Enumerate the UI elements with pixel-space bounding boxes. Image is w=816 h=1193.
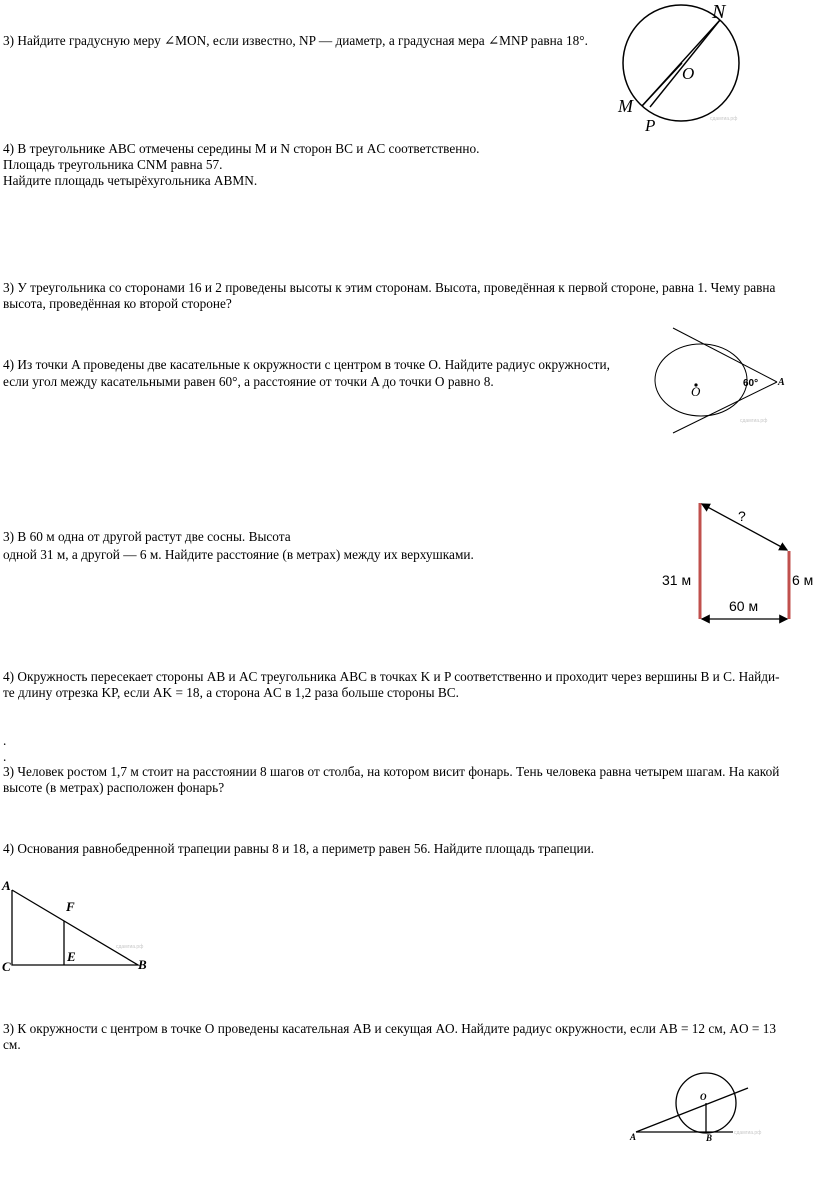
secant-ao	[636, 1088, 748, 1132]
problem-8-text: 4) Основания равнобедренной трапеции равны 8 и 18, а периметр равен 56. Найдите площадь трапеции.	[3, 841, 595, 856]
height-right-label: 6 м	[792, 572, 814, 588]
tangent-ab-figure	[620, 1070, 775, 1158]
label-n: N	[712, 1, 726, 23]
label-f: F	[66, 899, 75, 914]
label-m: M	[618, 96, 633, 116]
watermark: сдамгиа.рф	[740, 418, 768, 424]
label-e: E	[67, 949, 76, 964]
watermark: сдамгиа.рф	[116, 944, 144, 950]
problem-5-line1: 3) В 60 м одна от другой растут две сосны. Высота	[3, 529, 291, 544]
tangent-lower	[673, 382, 777, 433]
label-b: B	[706, 1133, 713, 1143]
watermark: сдамгиа.рф	[734, 1130, 762, 1136]
label-o: O	[682, 64, 695, 83]
problem-7-text: 3) Человек ростом 1,7 м стоит на расстоянии 8 шагов от столба, на котором висит фонарь. Тень человека равна четырем шагам. На какой высоте (в метрах) расположен фонарь?	[3, 764, 780, 795]
height-left-label: 31 м	[662, 572, 692, 588]
problem-4-line1: 4) Из точки A проведены две касательные к окружности с центром в точке O. Найдите радиус окружности,	[3, 357, 610, 372]
circle-outline	[655, 344, 747, 416]
label-p: P	[645, 116, 656, 135]
watermark: сдамгиа.рф	[710, 116, 738, 122]
problem-4-line2: если угол между касательными равен 60°, а расстояние от точки A до точки O равно 8.	[3, 374, 494, 389]
problem-9-text: 3) К окружности с центром в точке O проведены касательная AB и секущая AO. Найдите радиус окружности, если AB = 12 см, AO = 13 см.	[3, 1021, 777, 1052]
label-c: C	[2, 959, 11, 974]
triangle-figure	[0, 875, 160, 975]
question-label: ?	[738, 508, 746, 524]
problem-3-text: 3) У треугольника со сторонами 16 и 2 проведены высоты к этим сторонам. Высота, проведённая к первой стороне, равна 1. Чему равна высота, проведённая ко второй стороне?	[3, 280, 776, 311]
distance-label: 60 м	[729, 598, 759, 614]
label-a: A	[2, 878, 11, 893]
problem-5-line2: одной 31 м, а другой — 6 м. Найдите расстояние (в метрах) между их верхушками.	[3, 547, 474, 562]
problem-2-line1: 4) В треугольнике ABC отмечены середины M и N сторон BC и AC соответственно.	[3, 141, 480, 156]
problem-1-text: 3) Найдите градусную меру ∠MON, если известно, NP — диаметр, а градусная мера ∠MNP равна 18°.	[3, 33, 588, 48]
radius-om	[642, 63, 682, 106]
tangents-figure	[645, 325, 795, 440]
tangent-upper	[673, 328, 777, 382]
label-b: B	[138, 957, 147, 972]
dot-2: .	[3, 749, 7, 764]
pines-figure	[655, 494, 816, 628]
problem-6-text: 4) Окружность пересекает стороны AB и AC треугольника ABC в точках K и P соответственно и проходит через вершины B и C. Найди-те длину отрезка KP, если AK = 18, а сторона AC в 1,2 раза больше стороны BC.	[3, 669, 780, 700]
circle-mnp-figure	[612, 0, 782, 140]
label-a: A	[630, 1132, 637, 1142]
angle-label: 60°	[743, 378, 759, 389]
label-o: O	[691, 384, 701, 399]
dot-1: .	[3, 733, 7, 748]
label-o: O	[700, 1092, 707, 1102]
label-a: A	[778, 377, 785, 388]
problem-2-line3: Найдите площадь четырёхугольника ABMN.	[3, 173, 258, 188]
problem-2-line2: Площадь треугольника CNM равна 57.	[3, 157, 223, 172]
